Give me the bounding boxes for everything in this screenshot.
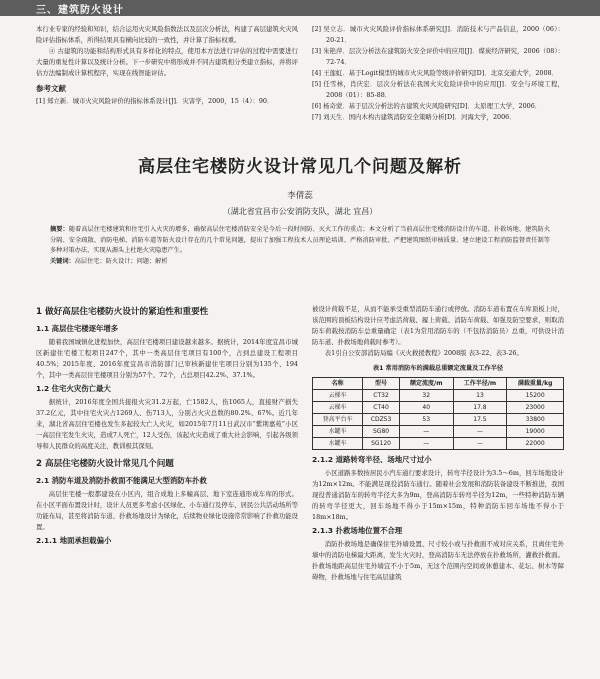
table-cell: 19000 — [507, 426, 564, 438]
table-row — [313, 426, 564, 438]
table-cell: 22000 — [507, 438, 564, 450]
table-cell: 15200 — [507, 390, 564, 402]
reference-item: [7] 刘天生．国内木构古建筑消防安全策略分析[D]．河海大学，2006． — [312, 113, 516, 121]
header-section-title: 三、建筑防火设计 — [36, 5, 124, 16]
subsection-heading-2-1-1: 2.1.1 地面承担载偏小 — [36, 536, 112, 545]
section-heading-2: 2 高层住宅楼防火设计常见几个问题 — [36, 459, 174, 469]
table-header-cell: 满载重量/kg — [507, 378, 564, 390]
table-header-cell: 名称 — [313, 378, 363, 390]
keywords-text: 高层住宅；防火设计；问题；解析 — [74, 257, 168, 265]
conclusion-paragraph: ④ 古建筑的功能和结构形式具有多样化的特点，使用本方法进行评估的过程中需要进行大量的重复性计算以及统计分析。下一步研究中将形成并不同古建筑相分类建立指标，并将评估方法编制成计算机程序，实现在线智能评估。 — [36, 47, 299, 77]
table-cell: — — [399, 438, 453, 450]
section-heading-1: 1 做好高层住宅楼防火设计的紧迫性和重要性 — [36, 307, 209, 317]
reference-item: [2] 吴立志．城市火灾风险评价指标体系研究[J]．消防技术与产品信息，2000（06）：20-21． — [312, 25, 564, 44]
body-paragraph: 被设计荷载不足，从而不能承受重型消防车通行或停放。消防车道布置在车库顶板上时，该范围的顶板结构设计应考虑活荷载、履上荷载、消防车荷载、如强及防空要求，则取消防车荷载按消防车总重量确定（表1为常用消防车的（不包括消防员）总重，可供设计消防车道、扑救场地荷载时参考）。 — [312, 305, 564, 346]
top-right-column — [312, 24, 564, 123]
table-caption: 表1 常用消防车的满载总重额定流量及工作半径 — [372, 365, 504, 372]
table-cell: 水罐车 — [313, 426, 363, 438]
subsection-heading-1-1: 1.1 高层住宅楼逐年增多 — [36, 324, 119, 333]
body-paragraph: 随着我国城镇化进程加快，高层住宅楼项目建设越来越多。据统计，2014年度宜昌市城区新建住宅楼工程项目247个，其中一类高层住宅项目有100个，占到总建设工程项目40.5%；2015年度、2016年度宜昌市消防部门已审核新建住宅项目分别为135个、194个，其中一类高层住宅楼项目分别为57个、72个，占总项目42.2%、37.1%。 — [36, 338, 298, 379]
table-row — [313, 402, 564, 414]
reference-item: [3] 朱艳萍．层次分析法在建筑防火安全评价中的应用[J]．煤炭经济研究，2006（08）：72-74． — [312, 47, 564, 66]
table-row — [313, 390, 564, 402]
table-cell: 云梯车 — [313, 390, 363, 402]
table-cell: CT40 — [363, 402, 400, 414]
body-paragraph: 高层住宅楼一般都建设在小区内，组合成地上多幢高层、地下室连通形成车库的形式。在小区平面布置设计时，设计人员更多考虑小区绿化、小车通行及停车、居民公共活动场所等功能布局，甚至将消防车道、扑救场地设计为绿化，后续物业绿化设施常常影响了扑救功能设置。 — [36, 490, 299, 531]
reference-item: [1] 郑立新．城市火灾风险评价的指标体系设计[J]．灾害学，2000，15（4）：90． — [36, 97, 274, 105]
table-row — [313, 438, 564, 450]
subsection-heading-2-1: 2.1 消防车道及消防扑救面不能满足大型消防车扑救 — [36, 476, 207, 485]
references-heading: 参考文献 — [36, 84, 66, 93]
article-affiliation: （湖北省宜昌市公安消防支队，湖北 宜昌） — [222, 207, 378, 216]
table-header-row — [313, 378, 564, 390]
body-paragraph: 小区道路多数按居民小汽车通行要求设计，转弯半径设计为3.5～6m，回车场地设计为12m×12m。不能满足现役消防车通行。随着社会发展和消防装备建设不断推进，我国现役普通消防车的转弯半径大多为9m，登高消防车转弯半径为12m，一些特种消防车辆的转弯半径更大，回车场地不得小于15m×15m，特种消防车回车场地不得小于18m×18m。 — [312, 469, 564, 521]
table-cell: SG120 — [363, 438, 400, 450]
reference-item: [4] 王莲虹．基于Logit模型的城市火灾风险等级评价研究[D]．北京交通大学，2008． — [312, 69, 558, 77]
table-row — [313, 414, 564, 426]
conclusion-paragraph: 本行业专家的经验和知识，结合运用火灾风险指数法以及层次分析法，构建了高层建筑火灾风险评估指标体系，所得结果具有横向比较的一致性，并计算了指标权重。 — [36, 25, 299, 44]
abstract-label: 摘要： — [50, 226, 69, 233]
article-title: 高层住宅楼防火设计常见几个问题及解析 — [138, 157, 462, 177]
table-cell: SG80 — [363, 426, 400, 438]
body-paragraph: 消防扑救场地是确保住宅外墙设置、尺寸较小或与扑救面不成对应关系，且离住宅外墙中的消防电梯最大距离，发生火灾时，登高消防车无法停放在扑救场所，灌救扑救面。扑救场地距高层住宅外墙宜不小于5m，无这个范围内空间或休憩建木、花坛、树木等障碍物，扑救场地与住宅高层建筑 — [312, 540, 564, 581]
table-cell: 登高平台车 — [313, 414, 363, 426]
reference-item: [5] 任雪林，肖庆宏．层次分析法在我国火灾危险评价中的应用[J]．安全与环境工程，2008（01）：85-88． — [312, 80, 564, 99]
subsection-heading-2-1-3: 2.1.3 扑救场地位置不合理 — [312, 526, 403, 535]
page-header — [0, 0, 600, 22]
table-header-cell: 额定流度/m — [399, 378, 453, 390]
table-cell: 40 — [399, 402, 453, 414]
table-cell: — — [453, 438, 507, 450]
table-cell: — — [399, 426, 453, 438]
table-cell: — — [453, 426, 507, 438]
table-header-cell: 工作半径/m — [453, 378, 507, 390]
subsection-heading-1-2: 1.2 住宅火灾伤亡最大 — [36, 384, 111, 393]
table-cell: 23000 — [507, 402, 564, 414]
abstract-block — [50, 225, 550, 267]
article-author: 李倩蕊 — [287, 191, 313, 201]
table-cell: 53 — [399, 414, 453, 426]
body-right-column — [312, 304, 564, 583]
table-cell: 32 — [399, 390, 453, 402]
body-paragraph: 据统计，2016年度全国共接报火灾31.2万起，亡1582人，伤1065人，直接财产损失37.2亿元，其中住宅火灾占1269人、伤713人，分别占火灾总数的80.2%、67%。近几年来，湖北省高层住宅楼也发生多起较大亡人火灾，如2015年7月11日武汉市“紫荆嘉苑”小区一高层住宅发生火灾，造成7人死亡，12人受伤，该起火灾造成了重大社会影响，引起各级领导和人民群众的高度关注，教训极其深刻。 — [36, 398, 298, 450]
table-cell: 13 — [453, 390, 507, 402]
reference-item: [6] 杨奇蒙．基于层次分析法的古建筑火灾风险研究[D]．太原理工大学，2006． — [312, 102, 542, 110]
body-left-column — [36, 300, 298, 549]
table-cell: CT32 — [363, 390, 400, 402]
table-cell: 17.8 — [453, 402, 507, 414]
keywords-label: 关键词： — [50, 257, 75, 265]
table-cell: CDZ53 — [363, 414, 400, 426]
body-paragraph: 表1引自公安部消防局编《灭火救援教程》2008版 表3-22、表3-26。 — [324, 349, 523, 357]
fire-truck-table — [312, 377, 564, 450]
table-header-cell: 型号 — [363, 378, 400, 390]
top-left-column — [36, 24, 298, 107]
table-cell: 33800 — [507, 414, 564, 426]
table-cell: 水罐车 — [313, 438, 363, 450]
table-cell: 云梯车 — [313, 402, 363, 414]
table-cell: 17.5 — [453, 414, 507, 426]
abstract-text: 随着高层住宅楼建筑和住宅引入火灾的增多，确保高层住宅楼消防安全是今后一段时间防、灭火工作的重点；本文分析了当前高层住宅楼消防设计的车道、扑救场地、建筑防火分隔、安全疏散、消防电梯、消防车道等防火设计存在的几个常见问题，提出了加强工程技术人员理论培训、严格消防审批、严把建筑图纸审核质量、建立建设工程消防监督责任制等多种对策办法，实现从源头上杜绝火灾隐患产生。 — [50, 226, 551, 254]
subsection-heading-2-1-2: 2.1.2 道路转弯半径、场地尺寸过小 — [312, 455, 432, 464]
